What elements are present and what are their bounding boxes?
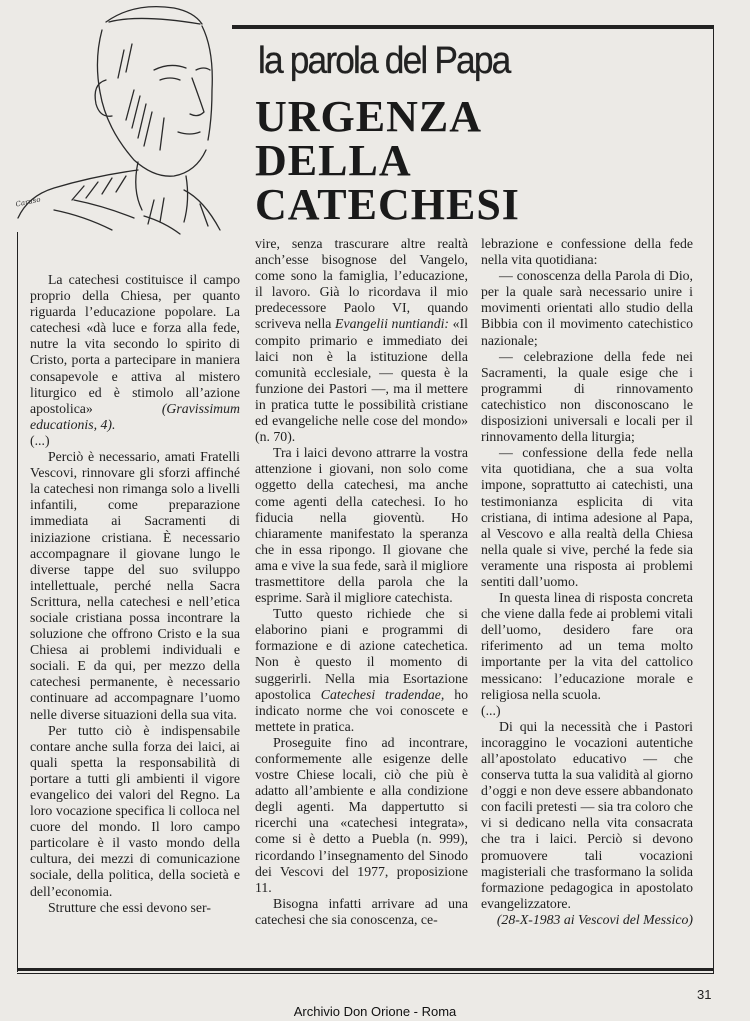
bottom-rule-thin [17, 973, 714, 974]
list-item: — conoscenza della Parola di Dio, per la quale sarà necessario unire i movimenti orientati allo studio della Bibbia con il movimento catechistico nazionale; [481, 268, 693, 348]
citation: Catechesi tradendae, [320, 686, 445, 702]
citation: Evangelii nuntiandi: [335, 316, 450, 332]
paragraph: Perciò è necessario, amati Fratelli Vescovi, rinnovare gli sforzi affinché la catechesi non rimanga solo a livelli infantili, come preparazione immediata ai Sacramenti di iniziazione cristiana. È necessario accompagnare il giovane lungo le diverse tappe del suo sviluppo intellettuale, perché nella Sacra Scrittura, nella catechesi e nell’etica sociale cristiana possa incontrare la soluzione che offrono Cristo e la sua Chiesa ai problemi individuali e sociali. E da qui, per mezzo della catechesi permanente, è necessario continuare ad accompagnare l’uomo nelle diverse situazioni della sua vita. [30, 449, 240, 722]
paragraph-text: «Il compito primario e immediato dei laici non è la istituzione della comunità ecclesiale, — questa è la funzione dei Pastori —, ma il mettere in pratica tutte le possibilità cristiane ed evangeliche nelle cose del mondo» (n. 70). [255, 316, 468, 445]
paragraph [255, 236, 468, 445]
right-frame-line [713, 25, 714, 973]
headline-line-1: URGENZA [255, 92, 483, 141]
paragraph: In questa linea di risposta concreta che viene dalla fede ai problemi vitali dell’uomo, desidero fare ora riferimento ad un tema molto importante per la vita del cattolico messicano: l’educazione morale e religiosa nella scuola. [481, 590, 693, 702]
paragraph: Proseguite fino ad incontrare, conformemente alle esigenze delle vostre Chiese locali, ciò che più è adatto all’ambiente e alla condizione degli agenti. Ma dappertutto si ricerchi una «catechesi integrata», come si è detto a Puebla (n. 999), ricordando l’insegnamento del Sinodo dei Vescovi del 1977, proposizione 11. [255, 734, 468, 895]
bottom-rule [17, 968, 714, 971]
paragraph [30, 272, 240, 433]
ellipsis: (...) [30, 432, 50, 448]
text-column-2 [255, 236, 468, 928]
list-item: — confessione della fede nella vita quotidiana, che a sua volta impone, soprattutto ai catechisti, una testimonianza esplicita di vita cristiana, di intima adesione al Papa, al Vescovo e alla realtà della Chiesa nella quale si vive, perché la fede sia veramente una risposta ai problemi sentiti dall’uomo. [481, 445, 693, 589]
ellipsis: (...) [481, 702, 501, 718]
list-item: — celebrazione della fede nei Sacramenti, la quale esige che i programmi di rinnovamento catechistico non disconoscano le disposizioni universali e locali per il rinnovamento della liturgia; [481, 348, 693, 445]
paragraph: Bisogna infatti arrivare ad una catechesi che sia conoscenza, ce- [255, 895, 468, 927]
page-number: 31 [697, 987, 712, 1002]
paragraph: Di qui la necessità che i Pastori incoraggino le vocazioni autentiche all’apostolato educativo — che conserva tutta la sua validità al giorno d’oggi e non deve essere abbandonato con facili pretesti — sia tra coloro che vi si dedicano nella vita consacrata che tra i laici. Perciò si devono promuovere tali vocazioni magisteriali che trasformano la solida formazione pedagogica in apostolato evangelizzatore. [481, 718, 693, 911]
paragraph [255, 606, 468, 735]
paragraph: Strutture che essi devono ser- [48, 899, 211, 915]
headline-line-3: CATECHESI [255, 180, 520, 229]
article-headline [255, 92, 520, 229]
paragraph-text: vire, senza trascurare altre realtà anch’esse bisognose del Vangelo, come sono la famiglia, l’educazione, il lavoro. Già lo ricordava il mio predecessore Paolo VI, quando scriveva nella [255, 236, 468, 332]
svg-text:Caruso: Caruso [14, 195, 42, 209]
headline-line-2: DELLA [255, 136, 412, 185]
paragraph-text: La catechesi costituisce il campo proprio della Chiesa, per quanto riguarda l’educazione popolare. La catechesi «dà luce e forza alla fede, nutre la vita secondo lo spirito di Cristo, porta a partecipare in maniera consapevole e attiva al mistero liturgico ed è stimolo all’azione apostolica» [30, 272, 240, 416]
archive-footer: Archivio Don Orione - Roma [293, 1004, 457, 1019]
top-rule [232, 25, 714, 29]
citation: (Gravissimum educationis, 4). [30, 400, 240, 432]
paragraph-text: ho indicato norme che voi conoscete e mettete in pratica. [255, 686, 469, 734]
paragraph: Per tutto ciò è indispensabile contare anche sulla forza dei laici, ai quali spetta la responsabilità di portare a tutti gli ambienti il vigore evangelico dei valori del Regno. La loro vocazione specifica li colloca nel cuore del mondo. Il loro campo particolare è il vasto mondo della cultura, dei mezzi di comunicazione sociale, della politica, della società e dell’economia. [30, 722, 240, 899]
left-frame-line [17, 232, 18, 972]
pope-portrait-illustration [14, 0, 234, 235]
text-column-3 [481, 236, 693, 928]
text-column-1 [30, 272, 240, 916]
paragraph-text: Tutto questo richiede che si elaborino piani e programmi di formazione e di azione catechetica. Non è questo il momento di suggerirli. Nella mia Esortazione apostolica [255, 606, 468, 702]
signature-line: (28-X-1983 ai Vescovi del Messico) [496, 911, 693, 927]
paragraph: lebrazione e confessione della fede nella vita quotidiana: [481, 236, 693, 268]
section-kicker: la parola del Papa [258, 40, 510, 82]
paragraph: Tra i laici devono attrarre la vostra attenzione i giovani, non solo come oggetto della catechesi, ma anche come agenti della catechesi. Io ho fiducia nella gioventù. Ho chiaramente manifestato la speranza che in essa ripongo. Il giovane che ama e vive la sua fede, sarà il migliore trasmettitore della parola che la esprime. Sarà il migliore catechista. [255, 445, 468, 606]
